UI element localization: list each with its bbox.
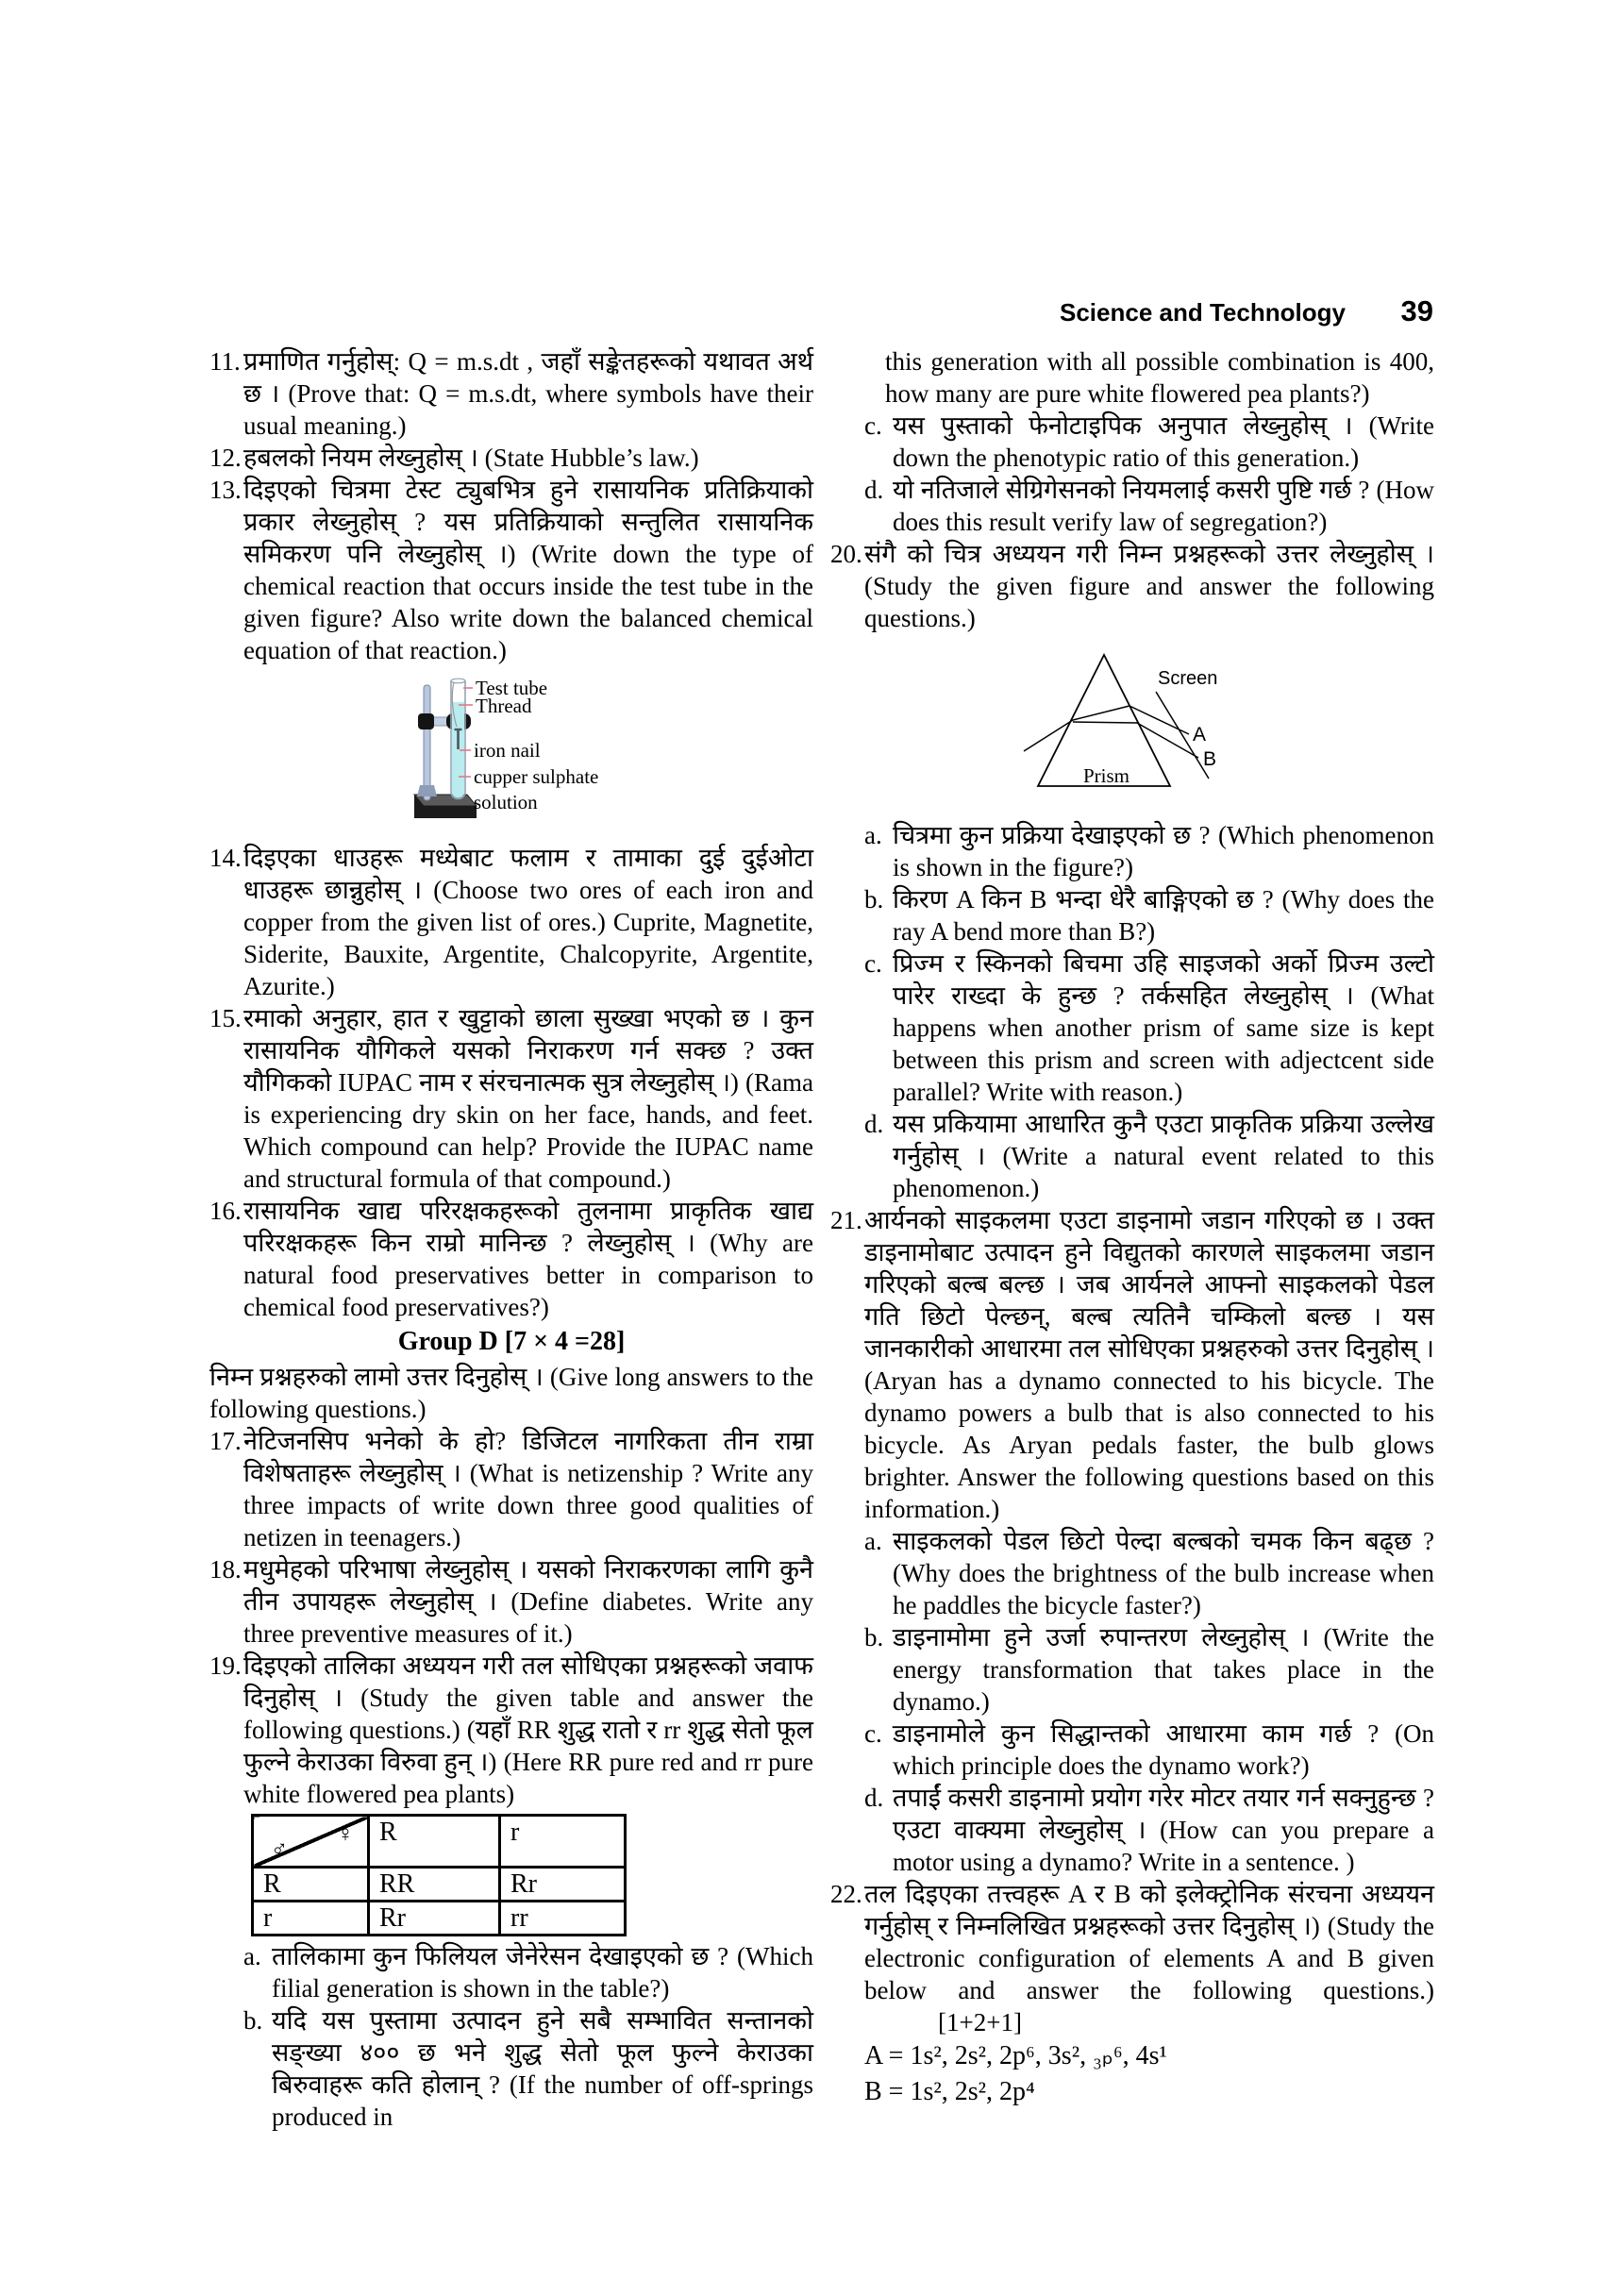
sub-letter: d. [864,1110,884,1138]
question-text: रासायनिक खाद्य परिरक्षकहरूको तुलनामा प्राकृतिक खाद्य परिरक्षकहरू किन राम्रो मानिन्छ ? लेख्नुहोस् । (Why are natural food preservatives better in comparison to chemical food preservatives?) [243,1197,813,1321]
question-number: 14. [209,844,242,872]
sub-text: डाइनामोले कुन सिद्धान्तको आधारमा काम गर्छ ? (On which principle does the dynamo work?) [893,1719,1434,1780]
label-iron-nail: iron nail [474,739,541,762]
stand-rod [424,685,430,800]
question-16 [209,1195,813,1323]
sub-text: डाइनामोमा हुने उर्जा रुपान्तरण लेख्नुहोस् । (Write the energy transformation that takes place in the dynamo.) [893,1623,1434,1716]
sub-letter: c. [864,1719,882,1748]
sub-question-20a [864,819,1434,883]
question-22 [830,1878,1434,2038]
sub-text: चित्रमा कुन प्रक्रिया देखाइएको छ ? (Which phenomenon is shown in the figure?) [893,821,1434,881]
question-text: आर्यनको साइकलमा एउटा डाइनामो जडान गरिएको छ । उक्त डाइनामोबाट उत्पादन हुने विद्युतको कारणले साइकलमा जडान गरिएको बल्ब बल्छ । जब आर्यनले आफ्नो साइकलको पेडल गति छिटो पेल्छन्, बल्ब त्यतिनै चम्किलो बल्छ । यस जानकारीको आधारमा तल सोधिएका प्रश्नहरुको उत्तर दिनुहोस् । (Aryan has a dynamo connected to his bicycle. The dynamo powers a bulb that is also connected to his bicycle. As Aryan pedals faster, the bulb glows brighter. Answer the following questions based on this information.) [864,1206,1434,1523]
sub-text: साइकलको पेडल छिटो पेल्दा बल्बको चमक किन बढ्छ ? (Why does the brightness of the bulb increase when he paddles the bicycle faster?) [893,1527,1434,1619]
sub-question-19d [864,474,1434,538]
sub-question-20c [864,947,1434,1108]
incident-ray [1024,720,1073,751]
label-solution-line2: solution [474,791,538,813]
sub-letter: c. [864,411,882,440]
punnett-col-header: R [369,1816,500,1868]
sub-question-20b [864,883,1434,947]
page-title: Science and Technology [1060,298,1346,327]
sub-text: किरण A किन B भन्दा धेरै बाङ्गिएको छ ? (Why does the ray A bend more than B?) [893,885,1434,946]
label-ray-b: B [1203,748,1217,770]
question-number: 18. [209,1555,242,1584]
internal-ray-upper [1073,706,1129,720]
question-number: 12. [209,444,242,472]
question-11 [209,345,813,442]
punnett-cell: Rr [369,1902,500,1936]
label-ray-a: A [1193,724,1207,746]
electron-configuration-a: A = 1s², 2s², 2p⁶, 3s², ₃ₚ⁶, 4s¹ [864,2041,1167,2070]
sub-text: प्रिज्म र स्किनको बिचमा उहि साइजको अर्को प्रिज्म उल्टो पारेर राख्दा के हुन्छ ? तर्कसहित लेख्नुहोस् । (What happens when another prism of same size is kept between this prism and screen with adjectcent side parallel? Write with reason.) [893,949,1434,1106]
sub-text: यदि यस पुस्तामा उत्पादन हुने सबै सम्भावित सन्तानको सङ्ख्या ४०० छ भने शुद्ध सेतो फूल फुल्ने केराउका बिरुवाहरू कति होलान् ? (If the number of off-springs produced in [272,2006,813,2131]
question-number: 11. [209,347,241,376]
punnett-row [253,1902,626,1936]
punnett-row-header: R [253,1868,369,1902]
question-number: 22. [830,1880,862,1908]
left-column [209,345,813,2133]
question-number: 21. [830,1206,862,1234]
question-12 [209,442,813,474]
question-text: दिइएको चित्रमा टेस्ट ट्युबभित्र हुने रासायनिक प्रतिक्रियाको प्रकार लेख्नुहोस् ? यस प्रतिक्रियाको सन्तुलित रासायनिक समिकरण पनि लेख्नुहोस् ।) (Write down the type of chemical reaction that occurs inside the test tube in the given figure? Also write down the balanced chemical equation of that reaction.) [243,476,813,664]
test-tube-mouth [451,679,465,683]
label-solution-line1: cupper sulphate [474,765,599,788]
punnett-row [253,1868,626,1902]
label-test-tube: Test tube [476,677,548,699]
question-text: प्रमाणित गर्नुहोस्: Q = m.s.dt , जहाँ सङ्केतहरूको यथावत अर्थ छ । (Prove that: Q = m.s.dt, where symbols have their usual meaning.) [243,347,813,440]
sub-letter: d. [864,1784,884,1812]
sub-letter: a. [243,1942,261,1970]
question-text [864,1878,1434,2038]
label-screen: Screen [1158,668,1218,689]
sub-letter: a. [864,1527,882,1555]
question-text: मधुमेहको परिभाषा लेख्नुहोस् । यसको निराकरणका लागि कुनै तीन उपायहरू लेख्नुहोस् । (Define diabetes. Write any three preventive measures of it.) [243,1555,813,1648]
punnett-col-header: r [500,1816,626,1868]
question-18 [209,1553,813,1650]
right-column [830,345,1434,2110]
question-number: 20. [830,540,862,568]
sub-text: यो नतिजाले सेग्रिगेसनको नियमलाई कसरी पुष्टि गर्छ ? (How does this result verify law of segregation?) [893,476,1434,536]
sub-question-19b [243,2004,813,2133]
sub-question-21d [864,1782,1434,1878]
question-number: 19. [209,1651,242,1680]
electron-configuration-b: B = 1s², 2s², 2p⁴ [864,2077,1035,2106]
sub-question-19c [864,410,1434,474]
sub-text: तपाईं कसरी डाइनामो प्रयोग गरेर मोटर तयार गर्न सक्नुहुन्छ ? एउटा वाक्यमा लेख्नुहोस् । (How can you prepare a motor using a dynamo? Write in a sentence. ) [893,1784,1434,1876]
figure-prism-dispersion [1019,642,1434,812]
question-text: हबलको नियम लेख्नुहोस् । (State Hubble’s law.) [243,444,699,472]
question-13 [209,474,813,666]
sub-letter: a. [864,821,882,849]
punnett-table [251,1814,627,1936]
question-number: 15. [209,1004,242,1032]
test-tube-apparatus-drawing [412,674,686,827]
question-21 [830,1204,1434,1525]
sub-letter: b. [243,2006,263,2035]
running-head [1060,294,1433,328]
sub-question-19a [243,1940,813,2004]
question-20 [830,538,1434,634]
question-number: 16. [209,1197,242,1225]
punnett-cell: RR [369,1868,500,1902]
female-symbol: ♀ [337,1822,354,1847]
question-17 [209,1425,813,1553]
sub-text: यस पुस्ताको फेनोटाइपिक अनुपात लेख्नुहोस् । (Write down the phenotypic ratio of this generation.) [893,411,1434,472]
sub-letter: b. [864,885,884,913]
question-text: नेटिजनसिप भनेको के हो? डिजिटल नागरिकता तीन राम्रा विशेषताहरू लेख्नुहोस् । (What is netizenship ? Write any three impacts of write down three good qualities of netizen in teenagers.) [243,1427,813,1551]
rod-foot [417,785,437,796]
label-thread: Thread [476,695,532,717]
question-15 [209,1002,813,1195]
sub-letter: d. [864,476,884,504]
question-text: दिइएको तालिका अध्ययन गरी तल सोधिएका प्रश्नहरूको जवाफ दिनुहोस् । (Study the given table and answer the following questions.) (यहाँ RR शुद्ध रातो र rr शुद्ध सेतो फूल फुल्ने केराउका विरुवा हुन् ।) (Here RR pure red and rr pure white flowered pea plants) [243,1651,813,1808]
question-number: 13. [209,476,242,504]
question-text: रमाको अनुहार, हात र खुट्टाको छाला सुख्खा भएको छ । कुन रासायनिक यौगिकले यसको निराकरण गर्न सक्छ ? उक्त यौगिकको IUPAC नाम र संरचनात्मक सुत्र लेख्नुहोस् ।) (Rama is experiencing dry skin on her face, hands, and feet. Which compound can help? Provide the IUPAC name and structural formula of that compound.) [243,1004,813,1193]
question-19 [209,1650,813,1810]
punnett-header-row [253,1816,626,1868]
group-d-heading: Group D [7 × 4 =28] [397,1327,626,1356]
marks-allocation: [1+2+1] [938,2008,1022,2036]
question-number: 17. [209,1427,242,1455]
sub-question-20d [864,1108,1434,1204]
question-text: संगै को चित्र अध्ययन गरी निम्न प्रश्नहरूको उत्तर लेख्नुहोस् । (Study the given figure and answer the following questions.) [864,540,1434,632]
page-number: 39 [1400,294,1433,327]
emergent-ray-a [1129,706,1189,734]
punnett-corner-cell [253,1816,369,1868]
punnett-cell: rr [500,1902,626,1936]
punnett-cell: Rr [500,1868,626,1902]
label-prism: Prism [1083,764,1130,787]
sub-question-21a [864,1525,1434,1621]
question-text: दिइएका धाउहरू मध्येबाट फलाम र तामाका दुई दुईओटा धाउहरू छान्नुहोस् । (Choose two ores of each iron and copper from the given list of ores.) Cuprite, Magnetite, Siderite, Bauxite, Argentite, Chalcopyrite, Argentite, Azurite.) [243,844,813,1000]
intro-paragraph: निम्न प्रश्नहरुको लामो उत्तर दिनुहोस् । (Give long answers to the following questions.) [209,1363,813,1423]
figure-test-tube-apparatus [412,674,813,834]
question-text-body: तल दिइएका तत्त्वहरू A र B को इलेक्ट्रोनिक संरचना अध्ययन गर्नुहोस् र निम्नलिखित प्रश्नहरूको उत्तर दिनुहोस् ।) (Study the electronic configuration of elements A and B given below and answer the following questions.) [864,1880,1434,2004]
sub-question-21b [864,1621,1434,1718]
male-symbol: ♂ [271,1837,288,1862]
sub-letter: b. [864,1623,884,1651]
question-14 [209,842,813,1002]
sub-text: यस प्रकियामा आधारित कुनै एउटा प्राकृतिक प्रक्रिया उल्लेख गर्नुहोस् । (Write a natural event related to this phenomenon.) [893,1110,1434,1202]
sub-text: तालिकामा कुन फिलियल जेनेरेसन देखाइएको छ ? (Which filial generation is shown in the table?) [272,1942,813,2003]
punnett-row-header: r [253,1902,369,1936]
prism-drawing [1019,642,1321,804]
boss-head [418,713,434,729]
sub-letter: c. [864,949,882,978]
sub-question-21c [864,1718,1434,1782]
internal-ray-lower [1073,722,1137,723]
question-19b-continuation: this generation with all possible combination is 400, how many are pure white flowered pea plants?) [885,347,1434,408]
